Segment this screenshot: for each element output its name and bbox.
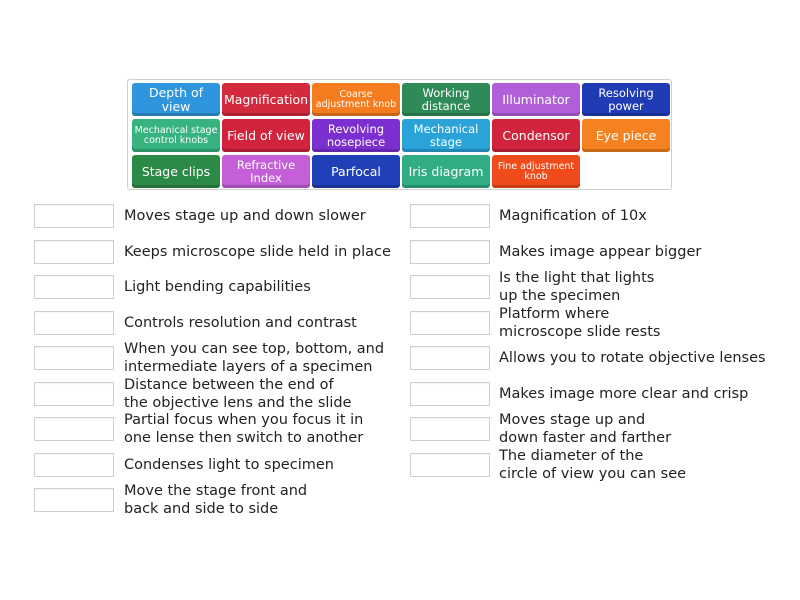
drop-box[interactable] xyxy=(34,453,114,477)
drop-box[interactable] xyxy=(410,453,490,477)
word-tile[interactable] xyxy=(402,155,490,188)
word-tile-label: Fine adjustment knob xyxy=(497,160,575,182)
word-tile[interactable] xyxy=(132,155,220,188)
drop-box[interactable] xyxy=(34,417,114,441)
word-tile[interactable] xyxy=(312,119,400,152)
word-tile-label: Iris diagram xyxy=(408,163,484,179)
clue-text: Makes image appear bigger xyxy=(499,243,702,260)
word-tile-label: Mechanical stage xyxy=(413,122,479,149)
drop-box[interactable] xyxy=(34,382,114,406)
clue-text: Controls resolution and contrast xyxy=(124,314,357,331)
drop-box[interactable] xyxy=(34,346,114,370)
clue-text: Is the light that lights up the specimen xyxy=(499,270,655,304)
word-tile[interactable] xyxy=(402,83,490,116)
word-tile[interactable] xyxy=(222,155,310,188)
word-tile[interactable] xyxy=(222,119,310,152)
word-tile[interactable] xyxy=(312,155,400,188)
drop-box[interactable] xyxy=(34,240,114,264)
clue-text: Moves stage up and down slower xyxy=(124,208,366,224)
drop-box[interactable] xyxy=(410,204,490,228)
word-tile-label: Illuminator xyxy=(502,91,570,107)
word-tile[interactable] xyxy=(492,119,580,152)
clue-text: Move the stage front and back and side to side xyxy=(124,483,308,517)
drop-box[interactable] xyxy=(410,417,490,441)
drop-box[interactable] xyxy=(34,275,114,299)
drop-box[interactable] xyxy=(34,488,114,512)
clue-text: Partial focus when you focus it in one lense then switch to another xyxy=(124,412,364,446)
word-tile-label: Resolving power xyxy=(598,86,654,113)
word-tile[interactable] xyxy=(132,83,220,116)
clue-text: Light bending capabilities xyxy=(124,279,311,295)
word-tile[interactable] xyxy=(222,83,310,116)
word-tile[interactable] xyxy=(582,83,670,116)
word-tile-label: Working distance xyxy=(421,86,471,113)
word-tile-label: Mechanical stage control knobs xyxy=(134,124,218,146)
drop-box[interactable] xyxy=(410,311,490,335)
word-tile[interactable] xyxy=(492,155,580,188)
word-tile[interactable] xyxy=(132,119,220,152)
clue-text: Allows you to rotate objective lenses xyxy=(499,350,766,366)
clue-text: Condenses light to specimen xyxy=(124,456,334,473)
word-tile[interactable] xyxy=(582,119,670,152)
word-bank xyxy=(127,79,672,190)
clue-text: Makes image more clear and crisp xyxy=(499,385,749,402)
drop-box[interactable] xyxy=(410,275,490,299)
word-tile-label: Coarse adjustment knob xyxy=(315,88,397,110)
word-tile-label: Depth of view xyxy=(148,85,204,114)
word-tile-label: Revolving nosepiece xyxy=(326,122,386,149)
clue-text: Magnification of 10x xyxy=(499,208,647,224)
drop-box[interactable] xyxy=(410,240,490,264)
word-tile[interactable] xyxy=(402,119,490,152)
word-tile-label: Magnification xyxy=(223,91,309,107)
clue-text: Platform where microscope slide rests xyxy=(499,305,661,340)
word-tile-label: Condensor xyxy=(502,127,570,143)
drop-box[interactable] xyxy=(410,382,490,406)
word-tile-label: Stage clips xyxy=(141,163,211,179)
clue-text: When you can see top, bottom, and intermediate layers of a specimen xyxy=(124,341,385,375)
word-tile[interactable] xyxy=(492,83,580,116)
drop-box[interactable] xyxy=(34,311,114,335)
clue-text: The diameter of the circle of view you can see xyxy=(499,447,687,482)
word-tile-label: Refractive Index xyxy=(236,158,296,185)
clue-text: Keeps microscope slide held in place xyxy=(124,243,391,260)
drop-box[interactable] xyxy=(34,204,114,228)
word-tile[interactable] xyxy=(312,83,400,116)
drop-box[interactable] xyxy=(410,346,490,370)
clue-text: Distance between the end of the objective lens and the slide xyxy=(124,376,352,411)
clue-text: Moves stage up and down faster and farther xyxy=(499,412,672,446)
word-tile-label: Field of view xyxy=(227,127,305,143)
word-tile-label: Parfocal xyxy=(331,163,381,179)
word-tile-label: Eye piece xyxy=(595,127,657,143)
